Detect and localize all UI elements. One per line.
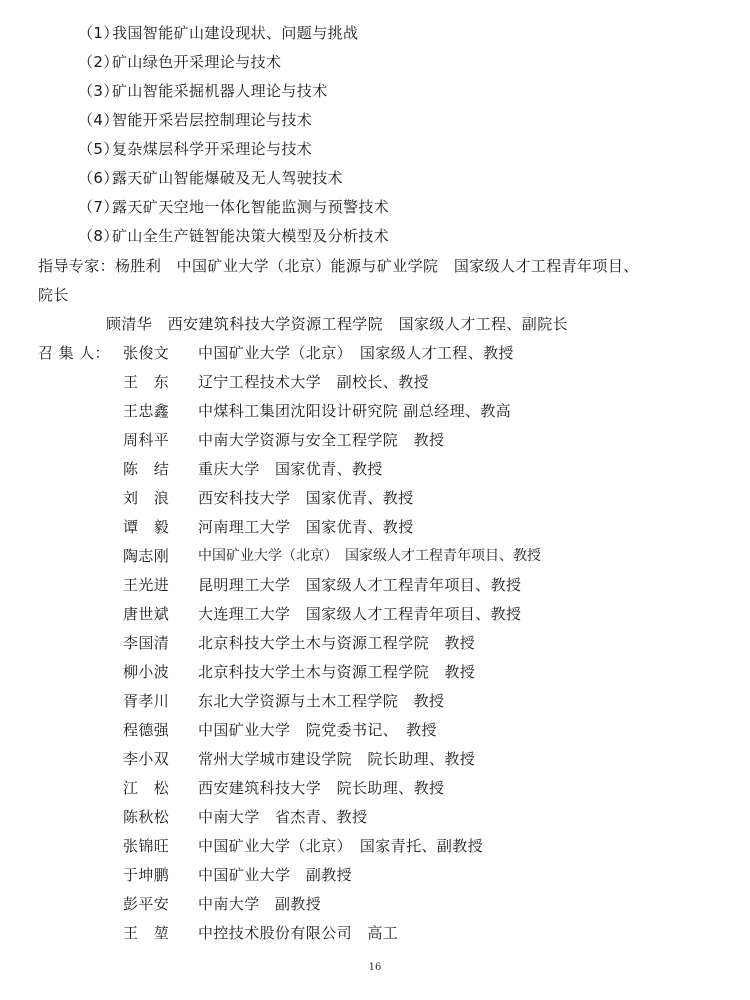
convener-affiliation: 重庆大学 国家优青、教授 <box>198 460 383 478</box>
convener-name: 唐世斌 <box>123 605 170 623</box>
convener-affiliation: 辽宁工程技术大学 副校长、教授 <box>198 373 430 391</box>
convener-name: 胥孝川 <box>123 692 170 710</box>
convener-name: 周科平 <box>123 431 170 449</box>
page-number: 16 <box>368 962 382 973</box>
topic-item <box>78 168 343 188</box>
convener-affiliation: 常州大学城市建设学院 院长助理、教授 <box>198 750 476 768</box>
convener-affiliation: 中国矿业大学（北京） 国家级人才工程青年项目、教授 <box>198 548 541 564</box>
convener-affiliation: 中国矿业大学 副教授 <box>198 866 353 884</box>
convener-name: 程德强 <box>123 721 170 739</box>
topic-item <box>78 52 281 72</box>
topic-text: 露天矿山智能爆破及无人驾驶技术 <box>112 169 344 187</box>
topic-number: （1） <box>78 24 119 42</box>
convener-name: 彭平安 <box>123 895 170 913</box>
convener-affiliation: 河南理工大学 国家优青、教授 <box>198 518 414 536</box>
convener-affiliation: 中国矿业大学（北京） 国家青托、副教授 <box>198 837 484 855</box>
topic-number: （4） <box>78 111 119 129</box>
guide-label: 指导专家： <box>38 257 116 275</box>
convener-affiliation: 中南大学 省杰青、教授 <box>198 808 368 826</box>
convener-name: 王 东 <box>123 373 170 391</box>
convener-affiliation: 中国矿业大学（北京） 国家级人才工程、教授 <box>198 344 514 362</box>
topic-number: （8） <box>78 227 119 245</box>
guide-expert-row <box>38 256 639 276</box>
topic-item <box>78 139 312 159</box>
convener-affiliation: 昆明理工大学 国家级人才工程青年项目、教授 <box>198 576 522 594</box>
topic-number: （3） <box>78 82 119 100</box>
convener-affiliation: 东北大学资源与土木工程学院 教授 <box>198 692 445 710</box>
guide-expert-continuation: 院长 <box>38 286 69 304</box>
topic-item <box>78 81 328 101</box>
convener-name: 王 堃 <box>123 924 170 942</box>
topic-number: （6） <box>78 169 119 187</box>
convener-affiliation: 西安科技大学 国家优青、教授 <box>198 489 414 507</box>
convener-label: 召 集 人： <box>38 344 110 362</box>
convener-affiliation: 中国矿业大学 院党委书记、 教授 <box>198 721 437 739</box>
topic-text: 我国智能矿山建设现状、问题与挑战 <box>112 24 359 42</box>
topic-item <box>78 197 389 217</box>
convener-name: 柳小波 <box>123 663 170 681</box>
guide-expert-1: 杨胜利 中国矿业大学（北京）能源与矿业学院 国家级人才工程青年项目、 <box>115 257 639 275</box>
topic-text: 智能开采岩层控制理论与技术 <box>112 111 313 129</box>
convener-name: 李国清 <box>123 634 170 652</box>
topic-item <box>78 110 312 130</box>
topic-text: 复杂煤层科学开采理论与技术 <box>112 140 313 158</box>
convener-affiliation: 中控技术股份有限公司 高工 <box>198 924 399 942</box>
convener-affiliation: 大连理工大学 国家级人才工程青年项目、教授 <box>198 605 522 623</box>
convener-name: 于坤鹏 <box>123 866 170 884</box>
topic-number: （7） <box>78 198 119 216</box>
convener-name: 陶志刚 <box>123 547 170 565</box>
topic-number: （5） <box>78 140 119 158</box>
convener-name: 刘 浪 <box>123 489 170 507</box>
convener-affiliation: 中煤科工集团沈阳设计研究院 副总经理、教高 <box>198 402 512 420</box>
topic-text: 矿山智能采掘机器人理论与技术 <box>112 82 328 100</box>
convener-name: 李小双 <box>123 750 170 768</box>
convener-name: 王忠鑫 <box>123 402 170 420</box>
convener-name: 陈 结 <box>123 460 170 478</box>
convener-affiliation: 中南大学 副教授 <box>198 895 322 913</box>
convener-affiliation: 北京科技大学土木与资源工程学院 教授 <box>198 663 476 681</box>
convener-affiliation: 西安建筑科技大学 院长助理、教授 <box>198 779 445 797</box>
topic-text: 矿山全生产链智能决策大模型及分析技术 <box>112 227 390 245</box>
topic-text: 露天矿天空地一体化智能监测与预警技术 <box>112 198 390 216</box>
convener-affiliation: 中南大学资源与安全工程学院 教授 <box>198 431 445 449</box>
convener-affiliation: 北京科技大学土木与资源工程学院 教授 <box>198 634 476 652</box>
convener-name: 陈秋松 <box>123 808 170 826</box>
convener-name: 王光进 <box>123 576 170 594</box>
topic-number: （2） <box>78 53 119 71</box>
convener-name: 张锦旺 <box>123 837 170 855</box>
convener-name: 张俊文 <box>123 344 170 362</box>
convener-name: 谭 毅 <box>123 518 170 536</box>
topic-item <box>78 226 389 246</box>
topic-text: 矿山绿色开采理论与技术 <box>112 53 282 71</box>
convener-name: 江 松 <box>123 779 170 797</box>
topic-item <box>78 23 358 43</box>
guide-expert-2: 顾清华 西安建筑科技大学资源工程学院 国家级人才工程、副院长 <box>106 315 569 333</box>
